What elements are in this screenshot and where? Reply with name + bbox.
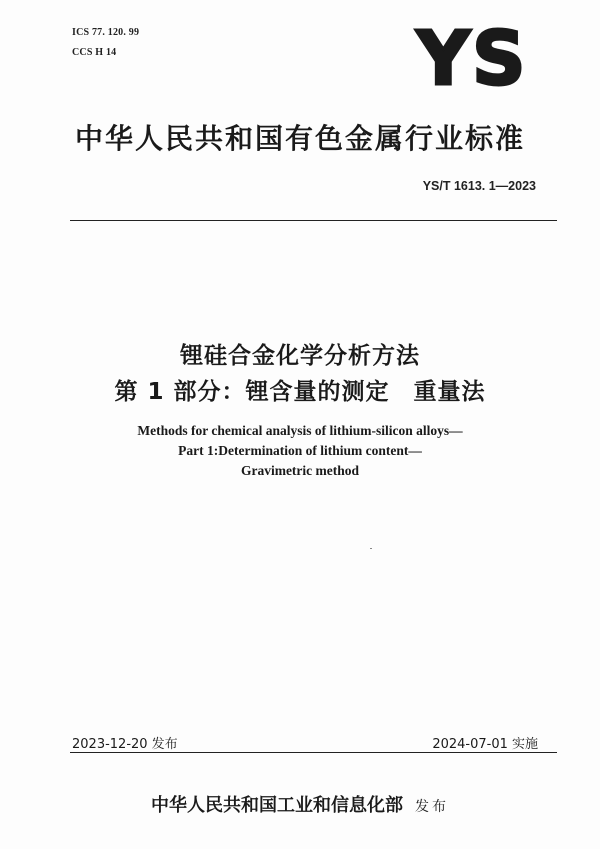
- header-divider: [70, 220, 557, 221]
- publisher-suffix: 发布: [415, 799, 449, 815]
- implementation-date: 2024-07-01 实施: [432, 737, 538, 752]
- standard-category-title: 中华人民共和国有色金属行业标准: [74, 122, 525, 155]
- ics-code: ICS 77. 120. 99: [72, 27, 140, 38]
- publisher: [0, 791, 600, 817]
- scan-speck: [370, 548, 372, 549]
- ys-logo: [412, 22, 532, 102]
- chinese-title-line-2: 第 1 部分：锂含量的测定 重量法: [114, 379, 486, 405]
- english-title-line-2: Part 1:Determination of lithium content—: [178, 443, 422, 458]
- standard-number: YS/T 1613. 1—2023: [422, 179, 536, 193]
- english-title-line-3: Gravimetric method: [240, 463, 360, 478]
- ccs-code: CCS H 14: [72, 47, 117, 58]
- publisher-name: 中华人民共和国工业和信息化部: [151, 795, 403, 816]
- footer-divider: [70, 752, 557, 753]
- english-title-line-1: Methods for chemical analysis of lithium-silicon alloys—: [137, 423, 463, 438]
- chinese-title-line-1: 锂硅合金化学分析方法: [180, 343, 420, 369]
- issue-date: 2023-12-20 发布: [72, 737, 178, 752]
- ys-logo-text: YS: [416, 22, 528, 102]
